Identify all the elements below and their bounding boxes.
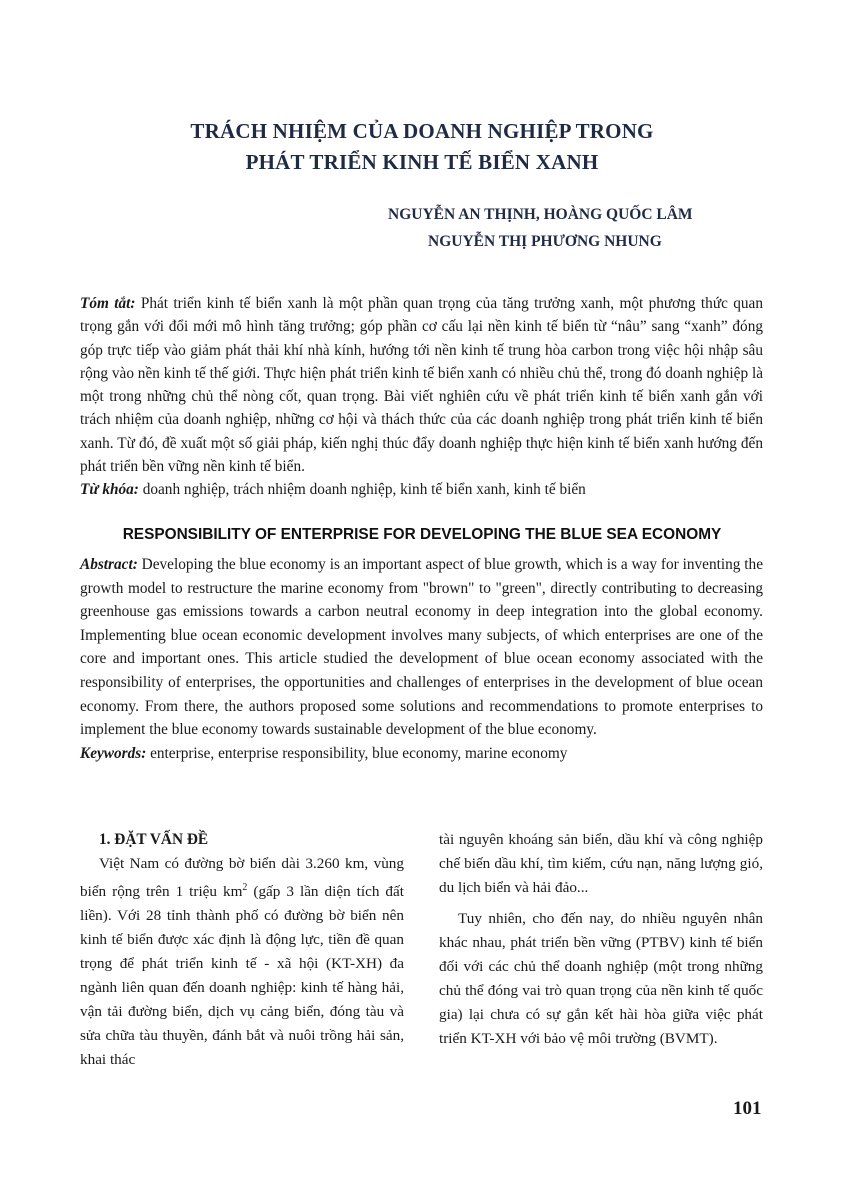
page-number: 101 bbox=[733, 1098, 762, 1119]
superscript-2: 2 bbox=[242, 882, 248, 893]
english-title: RESPONSIBILITY OF ENTERPRISE FOR DEVELOPING THE BLUE SEA ECONOMY bbox=[122, 526, 722, 543]
authors-line-2: NGUYỄN THỊ PHƯƠNG NHUNG bbox=[428, 233, 662, 250]
vi-abstract-label: Tóm tắt: bbox=[80, 295, 136, 312]
article-title bbox=[0, 116, 844, 178]
vi-keywords-text: doanh nghiệp, trách nhiệm doanh nghiệp, kinh tế biển xanh, kinh tế biển bbox=[138, 481, 586, 499]
section-paragraph-1-continued: tài nguyên khoáng sản biển, dầu khí và công nghiệp chế biến dầu khí, tìm kiếm, cứu nạn, năng lượng gió, du lịch biển và hải đảo... bbox=[439, 831, 763, 896]
vi-abstract-text: Phát triển kinh tế biển xanh là một phần quan trọng của tăng trưởng xanh, một phương thức quan trọng gắn với đổi mới mô hình tăng trưởng; góp phần cơ cấu lại nền kinh tế biển từ “nâu” sang “xanh” đóng góp trực tiếp vào giảm phát thải khí nhà kính, hướng tới nền kinh tế trung hòa carbon trong việc hội nhập sâu rộng vào nền kinh tế thế giới. Thực hiện phát triển kinh tế biển xanh có nhiều chủ thể, trong đó doanh nghiệp là một trong những chủ thể nòng cốt, quan trọng. Bài viết nghiên cứu về phát triển kinh tế biển xanh gắn với trách nhiệm của doanh nghiệp, những cơ hội và thách thức của các doanh nghiệp trong phát triển kinh tế biển xanh. Từ đó, đề xuất một số giải pháp, kiến nghị thúc đẩy doanh nghiệp thực hiện kinh tế biển xanh hướng đến phát triển bền vững nền kinh tế biển. bbox=[80, 295, 763, 476]
en-abstract-text: Developing the blue economy is an important aspect of blue growth, which is a way for inventing the growth model to restructure the marine economy from "brown" to "green", directly contributing to decreasing greenhouse gas emissions towards a carbon neutral economy in deep integration into the global economy. Implementing blue ocean economic development involves many subjects, of which enterprises are one of the core and important ones. This article studied the development of blue ocean economy associated with the responsibility of enterprises, the opportunities and challenges of enterprises in the development of blue ocean economy. From there, the authors proposed some solutions and recommendations to promote enterprises to implement the blue economy towards sustainable development of the blue economy. bbox=[80, 556, 763, 739]
title-line-2: PHÁT TRIỂN KINH TẾ BIỂN XANH bbox=[245, 150, 599, 174]
section-paragraph-1: Việt Nam có đường bờ biển dài 3.260 km, vùng biển rộng trên 1 triệu $km^2$ (gấp 3 lần diện tích đất liền). Với 28 tỉnh thành phố có đường bờ biển nên kinh tế biển được xác định là động lực, tiền đề quan trọng để phát triển kinh tế - xã hội (KT-XH) đa ngành liên quan đến doanh nghiệp: kinh tế hàng hải, vận tải đường biển, dịch vụ cảng biển, đóng tàu và sửa chữa tàu thuyền, đánh bắt và nuôi trồng hải sản, khai thác bbox=[80, 855, 404, 1069]
en-keywords bbox=[80, 742, 763, 766]
section-heading: 1. ĐẶT VẤN ĐỀ bbox=[99, 831, 209, 848]
vi-keywords bbox=[80, 478, 763, 501]
title-line-1: TRÁCH NHIỆM CỦA DOANH NGHIỆP TRONG bbox=[190, 119, 654, 143]
en-keywords-label: Keywords: bbox=[80, 744, 147, 762]
left-column bbox=[80, 828, 404, 1072]
vi-keywords-label: Từ khóa: bbox=[80, 481, 139, 499]
vi-abstract bbox=[80, 292, 763, 502]
en-keywords-text: enterprise, enterprise responsibility, blue economy, marine economy bbox=[146, 744, 568, 762]
en-abstract bbox=[80, 553, 763, 765]
section-paragraph-2: Tuy nhiên, cho đến nay, do nhiều nguyên nhân khác nhau, phát triển bền vững (PTBV) kinh tế biển đối với các chủ thể doanh nghiệp (một trong những chủ thể đóng vai trò quan trọng của nền kinh tế quốc gia) lại chưa có sự gắn kết hài hòa giữa việc phát triển KT-XH với bảo vệ môi trường (BVMT). bbox=[439, 910, 763, 1047]
authors-line-1: NGUYỄN AN THỊNH, HOÀNG QUỐC LÂM bbox=[388, 206, 693, 223]
right-column bbox=[439, 828, 763, 1051]
en-abstract-label: Abstract: bbox=[80, 556, 138, 573]
